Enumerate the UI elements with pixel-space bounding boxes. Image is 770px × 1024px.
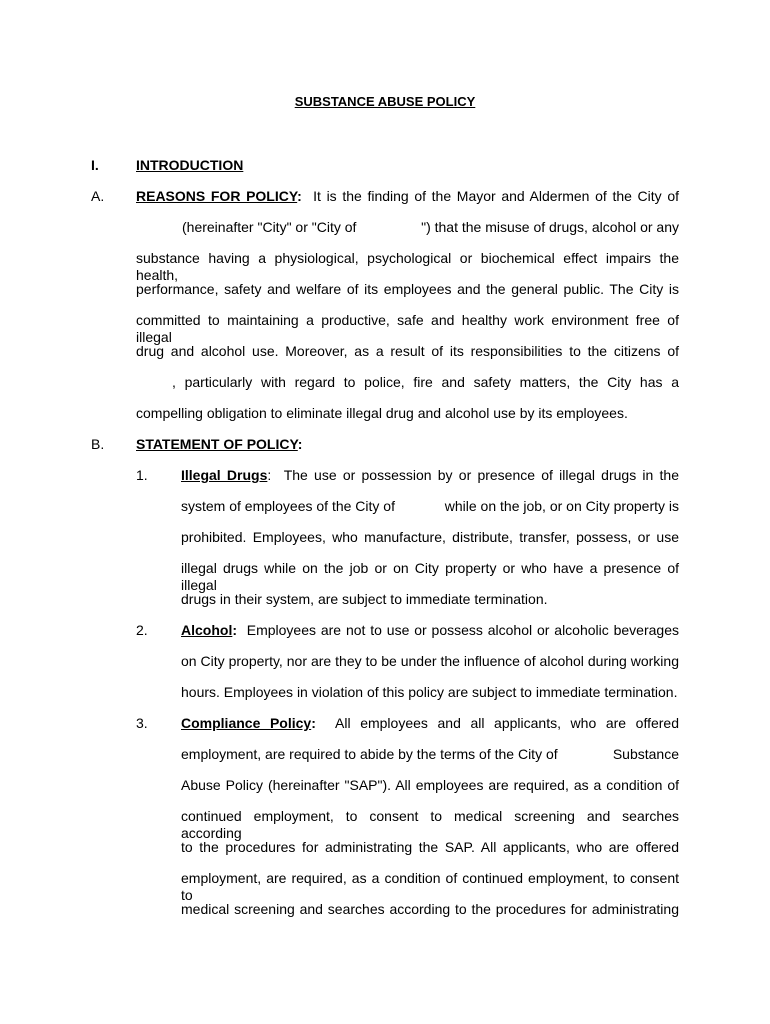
item-2-line-1: Alcohol: Employees are not to use or possess alcohol or alcoholic beverages	[181, 622, 679, 638]
item-1-line-2a: system of employees of the City of	[181, 498, 395, 514]
item-number-3: 3.	[136, 715, 148, 731]
document-title: SUBSTANCE ABUSE POLICY	[294, 94, 476, 109]
item-2-line-2: on City property, nor are they to be under the influence of alcohol during working	[181, 653, 679, 669]
item-3-line-6: employment, are required, as a condition of continued employment, to consent to	[181, 870, 679, 903]
paragraph-a-line-5: committed to maintaining a productive, safe and healthy work environment free of illegal	[136, 312, 679, 345]
item-1-line-5: drugs in their system, are subject to immediate termination.	[181, 591, 548, 607]
paragraph-a-line-2a: (hereinafter "City" or "City of	[182, 219, 357, 235]
item-3-line-2b: Substance	[612, 746, 679, 762]
item-number-1: 1.	[136, 467, 148, 483]
item-3-line-7: medical screening and searches according to the procedures for administrating	[181, 901, 679, 917]
item-number-2: 2.	[136, 622, 148, 638]
item-heading-illegal-drugs: Illegal Drugs	[181, 467, 268, 483]
section-number: I.	[91, 157, 99, 173]
item-3-line-3: Abuse Policy (hereinafter "SAP"). All employees are required, as a condition of	[181, 777, 679, 793]
item-1-line-1: Illegal Drugs: The use or possession by or presence of illegal drugs in the	[181, 467, 680, 483]
paragraph-a-line-4: performance, safety and welfare of its employees and the general public. The City is	[136, 281, 679, 297]
paragraph-a-line-8: compelling obligation to eliminate illegal drug and alcohol use by its employees.	[136, 405, 628, 421]
item-1-line-3: prohibited. Employees, who manufacture, distribute, transfer, possess, or use	[181, 529, 679, 545]
item-3-line-4: continued employment, to consent to medical screening and searches according	[181, 808, 679, 841]
subsection-letter-b: B.	[91, 436, 105, 452]
subsection-heading-reasons: REASONS FOR POLICY	[136, 188, 298, 204]
item-2-line-3: hours. Employees in violation of this policy are subject to immediate termination.	[181, 684, 678, 700]
subsection-letter-a: A.	[91, 188, 105, 204]
paragraph-a-line-6: drug and alcohol use. Moreover, as a result of its responsibilities to the citizens of	[136, 343, 679, 359]
item-3-line-2a: employment, are required to abide by the terms of the City of	[181, 746, 558, 762]
paragraph-a-line-7: , particularly with regard to police, fire and safety matters, the City has a	[172, 374, 679, 390]
item-heading-alcohol: Alcohol	[181, 622, 233, 638]
item-3-line-1: Compliance Policy: All employees and all applicants, who are offered	[181, 715, 679, 731]
subsection-heading-statement: STATEMENT OF POLICY:	[136, 436, 303, 452]
paragraph-a-line-1: REASONS FOR POLICY: It is the finding of the Mayor and Aldermen of the City of	[136, 188, 679, 204]
item-1-line-4: illegal drugs while on the job or on City property or who have a presence of illegal	[181, 560, 679, 593]
item-1-line-2b: while on the job, or on City property is	[444, 498, 679, 514]
paragraph-a-line-2b: ") that the misuse of drugs, alcohol or any	[421, 219, 679, 235]
paragraph-a-line-3: substance having a physiological, psychological or biochemical effect impairs the health,	[136, 250, 679, 283]
item-heading-compliance-policy: Compliance Policy	[181, 715, 312, 731]
item-3-line-5: to the procedures for administrating the SAP. All applicants, who are offered	[181, 839, 679, 855]
section-heading-introduction: INTRODUCTION	[136, 157, 244, 173]
